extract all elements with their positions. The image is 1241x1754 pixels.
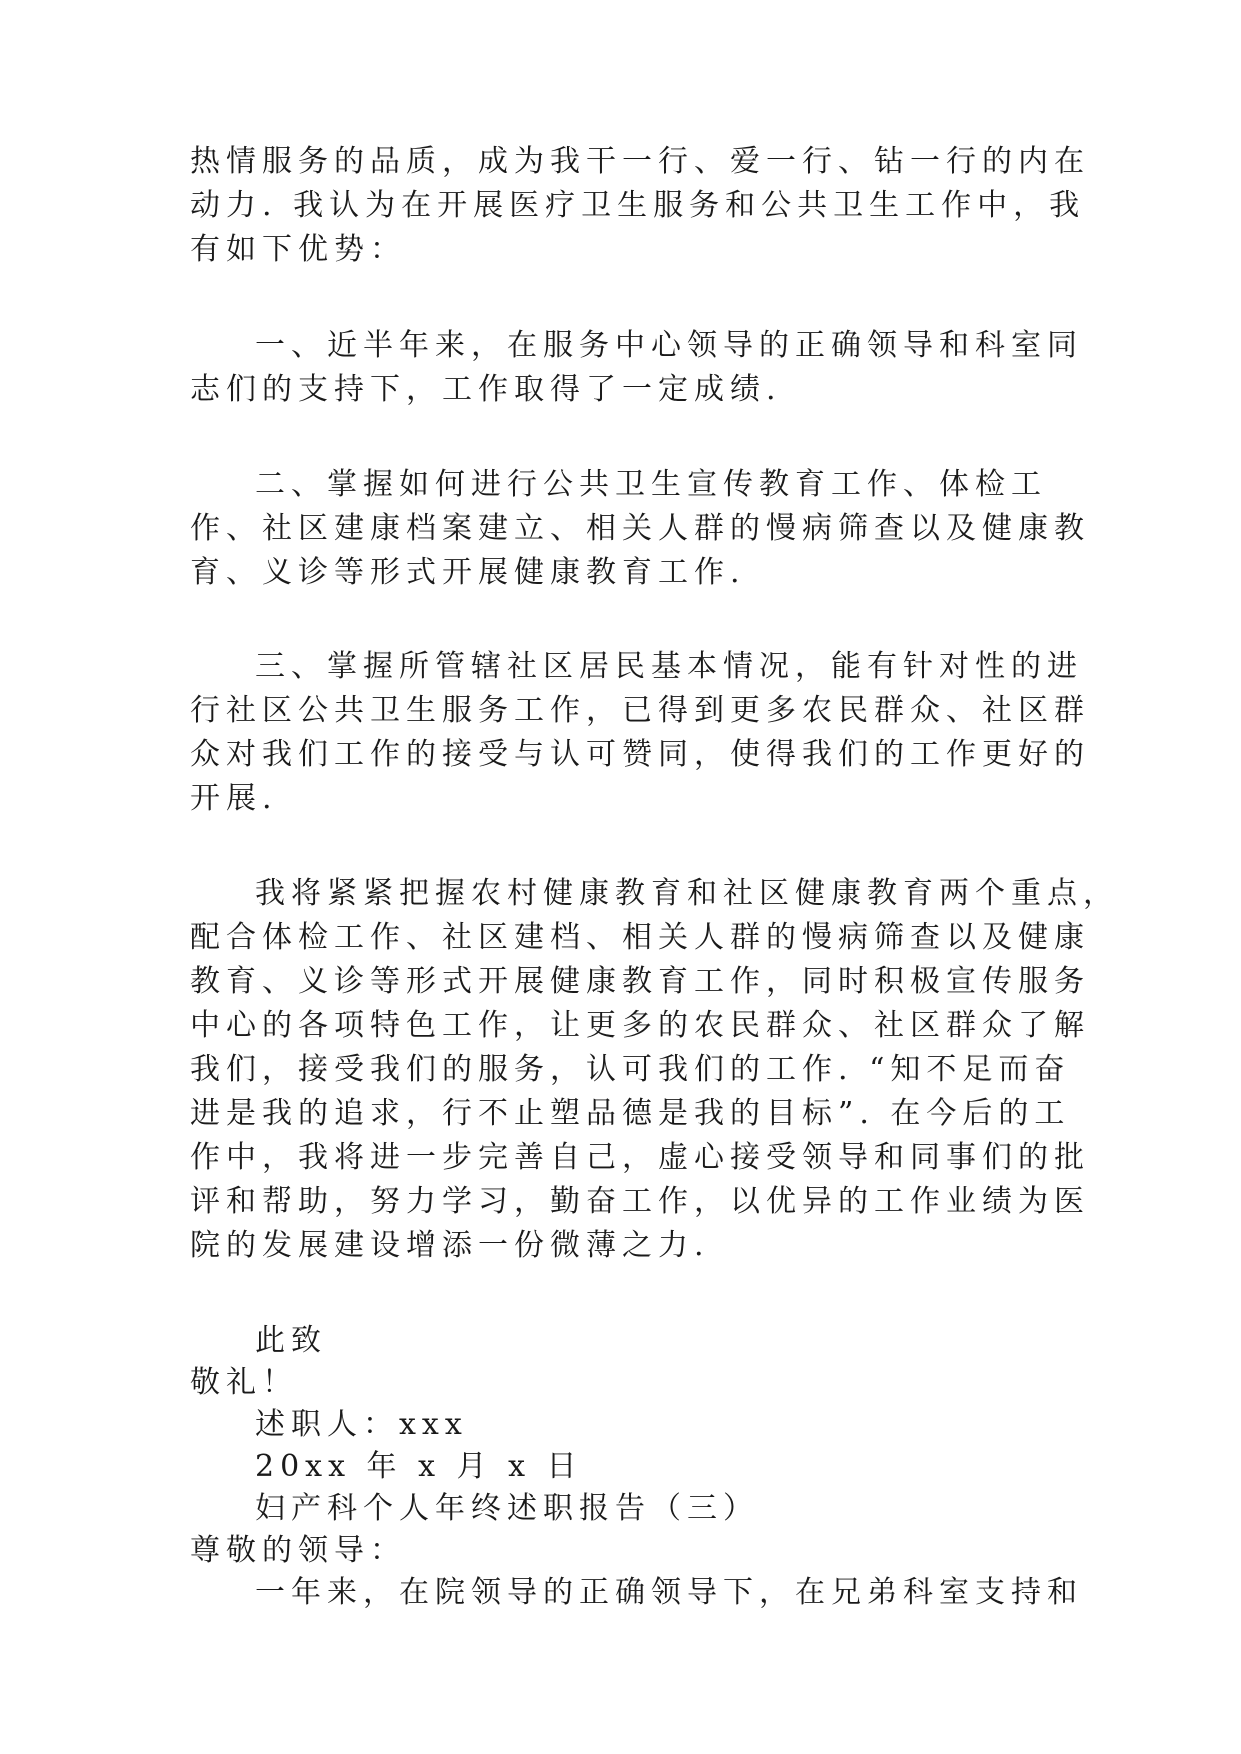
- text-line: 配合体检工作、社区建档、相关人群的慢病筛查以及健康: [190, 920, 1090, 955]
- text-line: 评和帮助，努力学习，勤奋工作，以优异的工作业绩为医: [190, 1184, 1090, 1219]
- text-line: 志们的支持下，工作取得了一定成绩.: [190, 372, 782, 407]
- section-title: 妇产科个人年终述职报告（三）: [255, 1491, 759, 1526]
- text-line: 一年来，在院领导的正确领导下，在兄弟科室支持和: [255, 1575, 1083, 1610]
- text-line: 我们，接受我们的服务，认可我们的工作. “知不足而奋: [190, 1052, 1071, 1087]
- text-line: 作、社区建康档案建立、相关人群的慢病筛查以及健康教: [190, 511, 1090, 546]
- text-line: 热情服务的品质，成为我干一行、爱一行、钻一行的内在: [190, 144, 1090, 179]
- date-line: 20xx 年 x 月 x 日: [255, 1449, 583, 1484]
- text-line: 有如下优势：: [190, 232, 406, 267]
- text-line: 二、掌握如何进行公共卫生宣传教育工作、体检工: [255, 467, 1047, 502]
- text-line: 育、义诊等形式开展健康教育工作.: [190, 555, 746, 590]
- text-line: 我将紧紧把握农村健康教育和社区健康教育两个重点，: [255, 876, 1119, 911]
- text-line: 教育、义诊等形式开展健康教育工作，同时积极宣传服务: [190, 964, 1090, 999]
- signer-line: 述职人：xxx: [255, 1407, 468, 1442]
- text-line: 众对我们工作的接受与认可赞同，使得我们的工作更好的: [190, 737, 1090, 772]
- text-line: 行社区公共卫生服务工作，已得到更多农民群众、社区群: [190, 693, 1090, 728]
- text-line: 中心的各项特色工作，让更多的农民群众、社区群众了解: [190, 1008, 1090, 1043]
- closing-salute: 敬礼！: [190, 1365, 298, 1400]
- text-line: 一、近半年来，在服务中心领导的正确领导和科室同: [255, 328, 1083, 363]
- text-line: 动力. 我认为在开展医疗卫生服务和公共卫生工作中，我: [190, 188, 1086, 223]
- text-line: 三、掌握所管辖社区居民基本情况，能有针对性的进: [255, 649, 1083, 684]
- text-line: 开展.: [190, 781, 278, 816]
- closing-regards: 此致: [255, 1323, 327, 1358]
- text-line: 院的发展建设增添一份微薄之力.: [190, 1228, 710, 1263]
- text-line: 进是我的追求，行不止塑品德是我的目标”. 在今后的工: [190, 1096, 1071, 1131]
- text-line: 作中，我将进一步完善自己，虚心接受领导和同事们的批: [190, 1140, 1090, 1175]
- salutation: 尊敬的领导：: [190, 1533, 406, 1568]
